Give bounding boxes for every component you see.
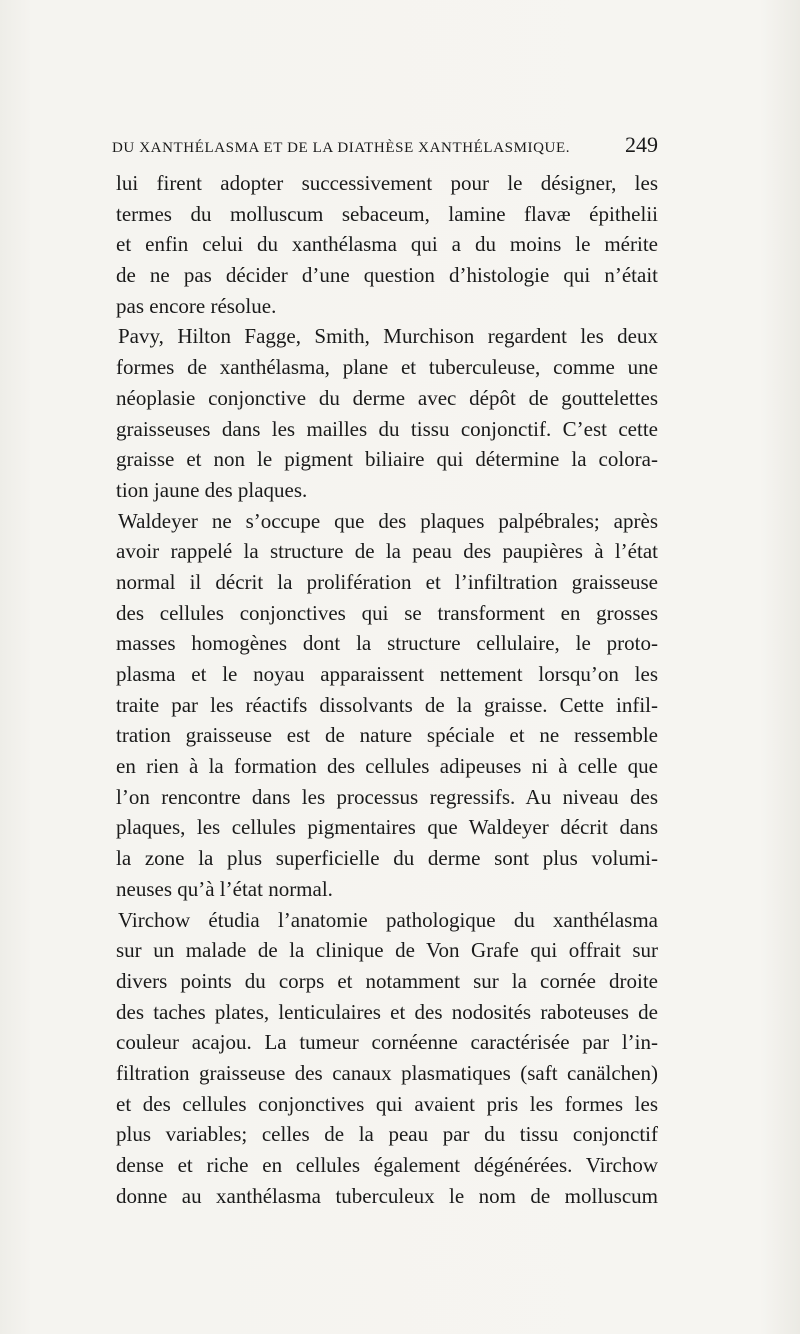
text-line: tration graisseuse est de nature spéciale et ne ressemble <box>116 723 658 748</box>
text-line: en rien à la formation des cellules adipeuses ni à celle que <box>116 754 658 779</box>
text-line: de ne pas décider d’une question d’histologie qui n’était <box>116 263 658 288</box>
text-line: couleur acajou. La tumeur cornéenne caractérisée par l’in- <box>116 1030 658 1055</box>
page-number: 249 <box>625 132 658 157</box>
text-line: Pavy, Hilton Fagge, Smith, Murchison regardent les deux <box>118 324 658 349</box>
text-line: plus variables; celles de la peau par du tissu conjonctif <box>116 1122 658 1147</box>
text-line: et des cellules conjonctives qui avaient pris les formes les <box>116 1091 658 1116</box>
text-line: sur un malade de la clinique de Von Grafe qui offrait sur <box>116 938 658 963</box>
text-line: des taches plates, lenticulaires et des nodosités raboteuses de <box>116 999 658 1024</box>
text-line: masses homogènes dont la structure cellulaire, le proto- <box>116 631 658 656</box>
text-line: divers points du corps et notamment sur la cornée droite <box>116 968 658 993</box>
text-line: graisseuses dans les mailles du tissu conjonctif. C’est cette <box>116 416 658 441</box>
text-line: normal il décrit la prolifération et l’infiltration graisseuse <box>116 569 658 594</box>
text-line: la zone la plus superficielle du derme sont plus volumi- <box>116 846 658 871</box>
text-line: donne au xanthélasma tuberculeux le nom de molluscum <box>116 1183 658 1208</box>
running-header <box>112 132 658 160</box>
text-line: termes du molluscum sebaceum, lamine flavæ épithelii <box>116 201 658 226</box>
text-line: Virchow étudia l’anatomie pathologique du xanthélasma <box>118 907 658 932</box>
text-line: filtration graisseuse des canaux plasmatiques (saft canälchen) <box>116 1060 658 1085</box>
text-line: des cellules conjonctives qui se transforment en grosses <box>116 600 658 625</box>
text-line: traite par les réactifs dissolvants de la graisse. Cette infil- <box>116 692 658 717</box>
text-line: plasma et le noyau apparaissent nettement lorsqu’on les <box>116 662 658 686</box>
text-line: formes de xanthélasma, plane et tuberculeuse, comme une <box>116 355 658 380</box>
text-line: neuses qu’à l’état normal. <box>116 876 333 901</box>
text-line: néoplasie conjonctive du derme avec dépôt de gouttelettes <box>116 385 658 410</box>
text-line: dense et riche en cellules également dégénérées. Virchow <box>116 1153 658 1177</box>
body-text <box>116 168 658 1211</box>
text-line: et enfin celui du xanthélasma qui a du moins le mérite <box>116 232 658 257</box>
running-title: DU XANTHÉLASMA ET DE LA DIATHÈSE XANTHÉLASMIQUE. <box>112 140 571 156</box>
text-line: avoir rappelé la structure de la peau des paupières à l’état <box>116 539 658 564</box>
text-line: Waldeyer ne s’occupe que des plaques palpébrales; après <box>118 508 658 533</box>
text-line: plaques, les cellules pigmentaires que Waldeyer décrit dans <box>116 815 658 840</box>
text-line: tion jaune des plaques. <box>116 477 308 502</box>
text-line: l’on rencontre dans les processus regressifs. Au niveau des <box>116 784 658 809</box>
text-line: graisse et non le pigment biliaire qui détermine la colora- <box>116 447 658 472</box>
text-line: lui firent adopter successivement pour le désigner, les <box>116 171 658 195</box>
text-line: pas encore résolue. <box>116 293 277 318</box>
